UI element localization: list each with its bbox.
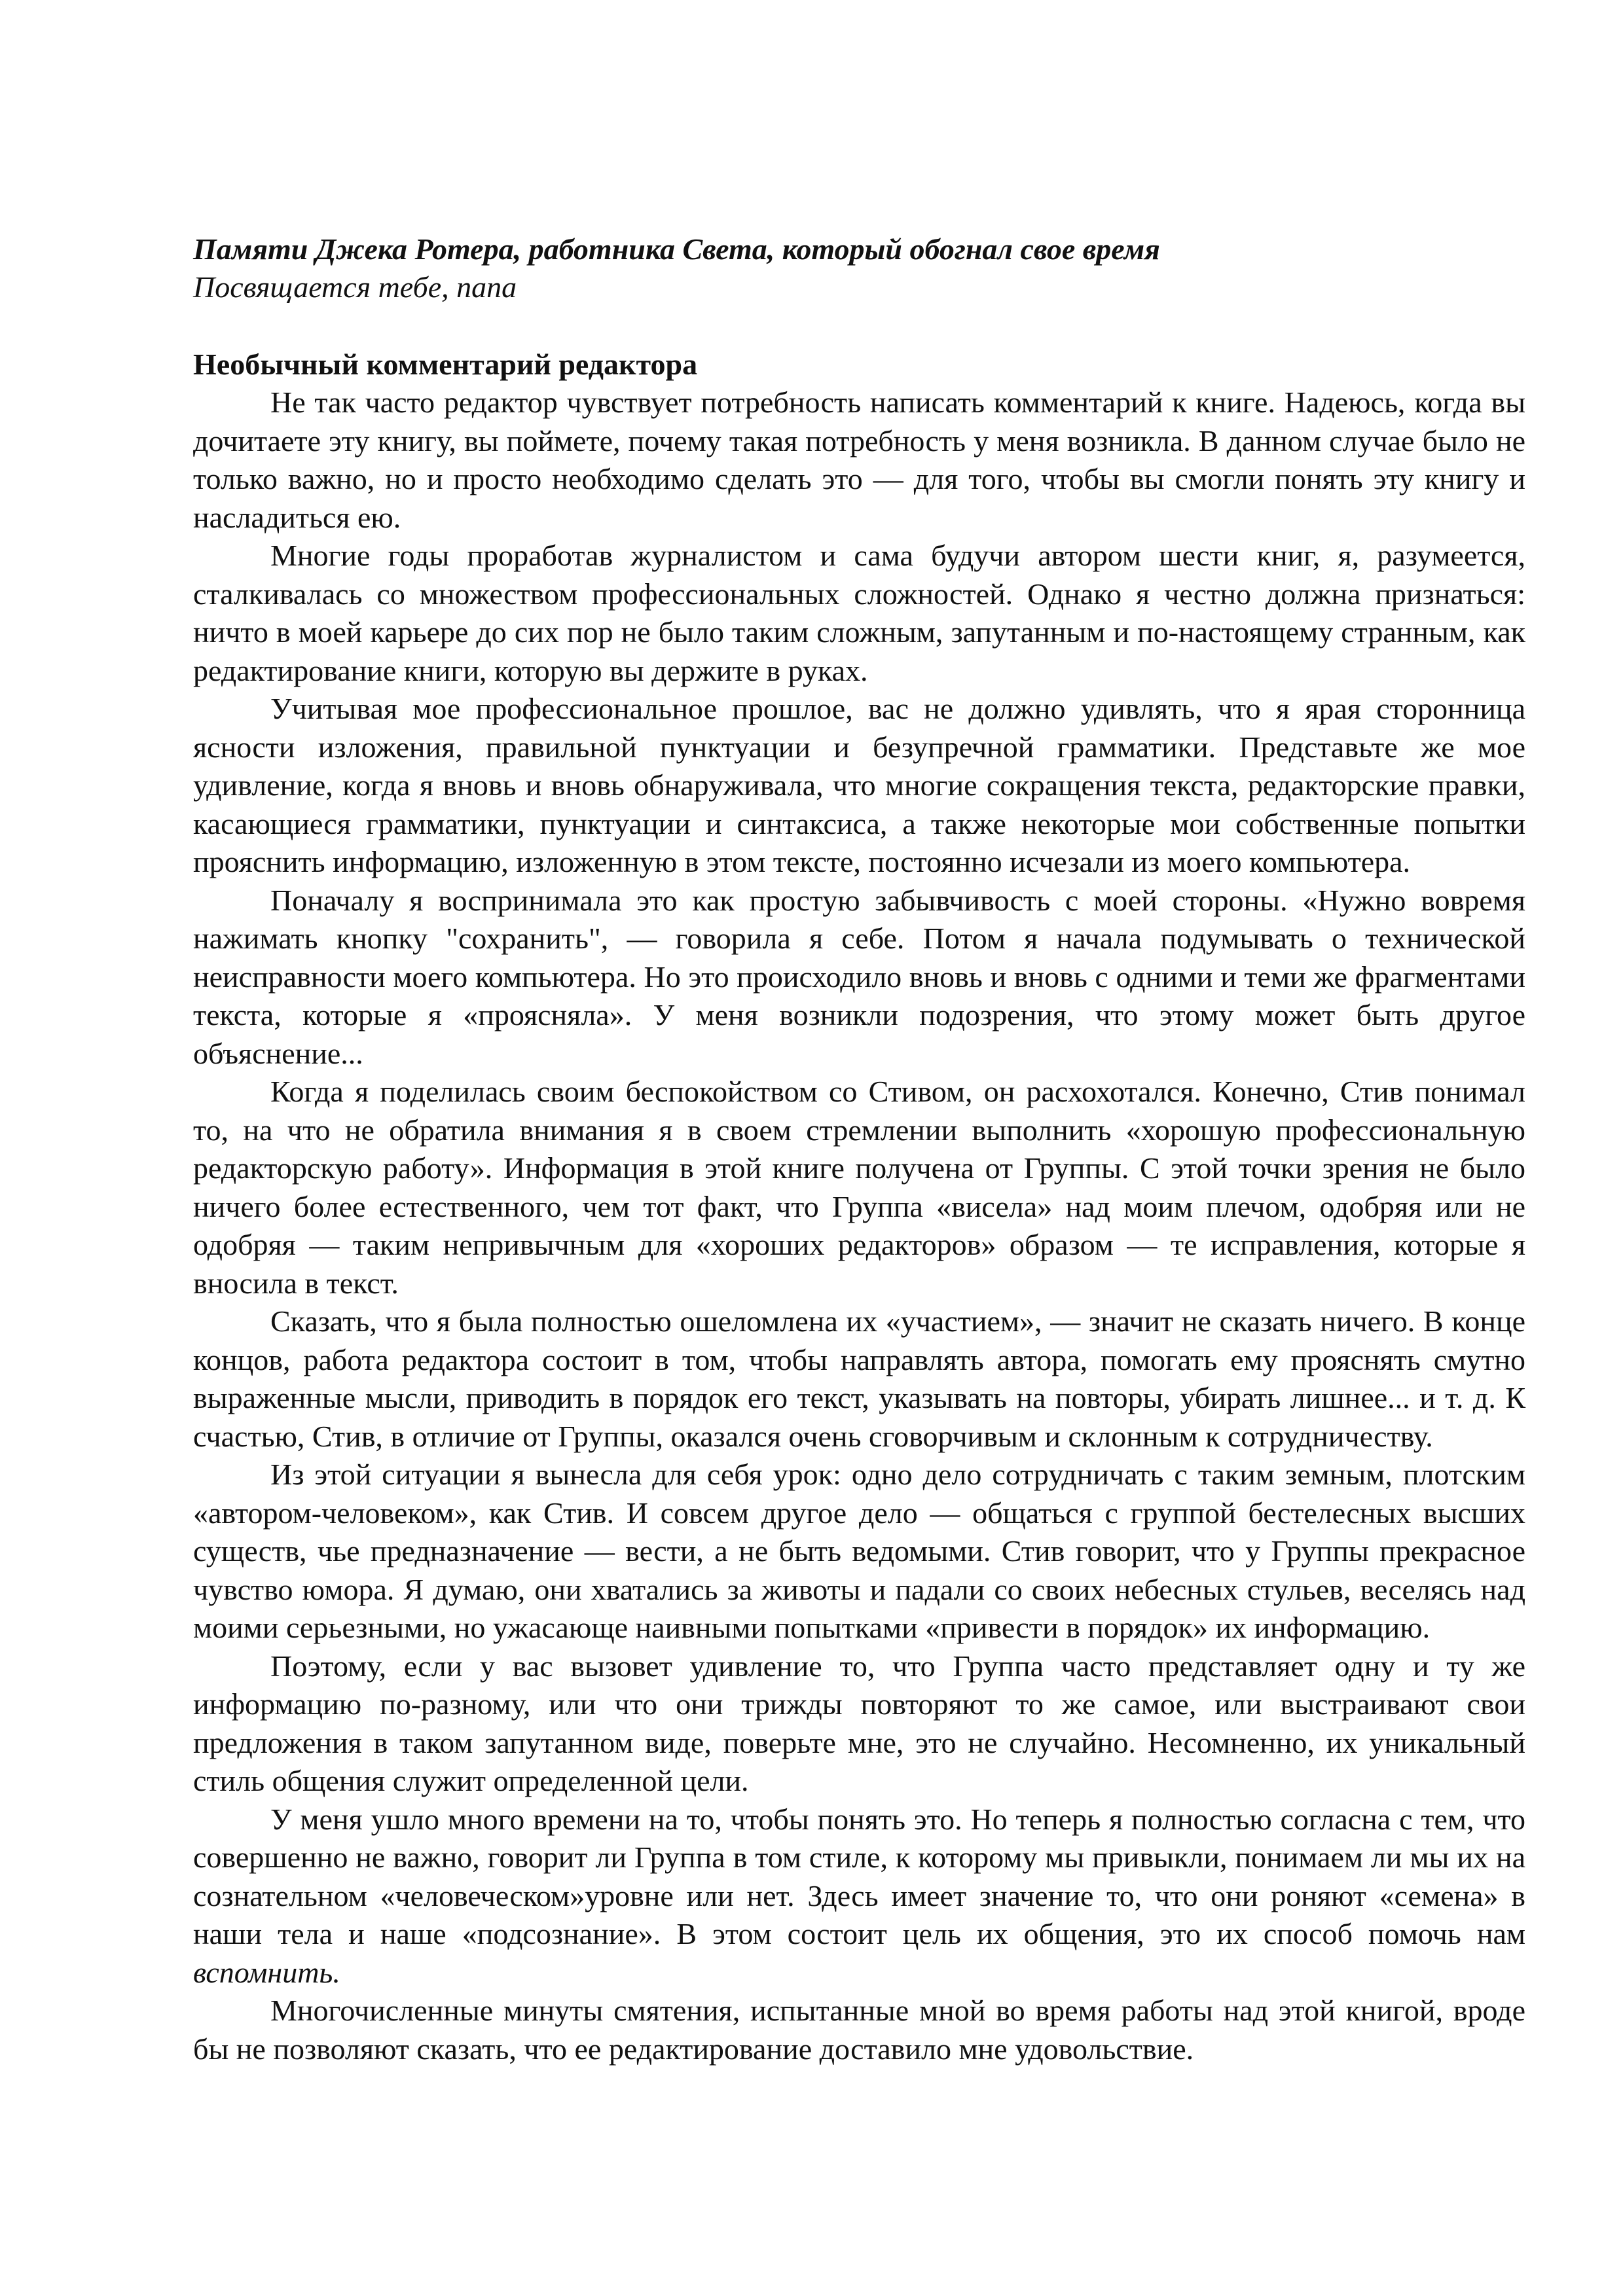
- paragraph-1: Не так часто редактор чувствует потребность написать комментарий к книге. Надеюсь, когда вы дочитаете эту книгу, вы поймете, почему такая потребность у меня возникла. В данном случае было не только важно, но и просто необходимо сделать это — для того, чтобы вы смогли понять эту книгу и насладиться ею.: [193, 386, 1525, 534]
- paragraph-9-emphasis: вспомнить.: [193, 1955, 340, 1989]
- dedication-subline: Посвящается тебе, папа: [193, 270, 517, 304]
- dedication-line: Памяти Джека Ротера, работника Света, который обогнал свое время: [193, 232, 1160, 266]
- page-content: [193, 230, 1525, 2068]
- paragraph-10: Многочисленные минуты смятения, испытанные мной во время работы над этой книгой, вроде бы не позволяют сказать, что ее редактирование доставило мне удовольствие.: [193, 1994, 1525, 2066]
- paragraph-6: Сказать, что я была полностью ошеломлена их «участием», — значит не сказать ничего. В конце концов, работа редактора состоит в том, чтобы направлять автора, помогать ему прояснять смутно выраженные мысли, приводить в порядок его текст, указывать на повторы, убирать лишнее... и т. д. К счастью, Стив, в отличие от Группы, оказался очень сговорчивым и склонным к сотрудничеству.: [193, 1304, 1525, 1453]
- paragraph-2: Многие годы проработав журналистом и сама будучи автором шести книг, я, разумеется, сталкивалась со множеством профессиональных сложностей. Однако я честно должна признаться: ничто в моей карьере до сих пор не было таким сложным, запутанным и по-настоящему странным, как редактирование книги, которую вы держите в руках.: [193, 539, 1525, 687]
- section-spacer: [193, 306, 1525, 346]
- paragraph-9: [193, 1801, 1525, 1992]
- paragraph-7: Из этой ситуации я вынесла для себя урок: одно дело сотрудничать с таким земным, плотским «автором-человеком», как Стив. И совсем другое дело — общаться с группой бестелесных высших существ, чье предназначение — вести, а не быть ведомыми. Стив говорит, что у Группы прекрасное чувство юмора. Я думаю, они хватались за животы и падали со своих небесных стульев, веселясь над моими серьезными, но ужасающе наивными попытками «привести в порядок» их информацию.: [193, 1458, 1525, 1644]
- paragraph-4: Поначалу я воспринимала это как простую забывчивость с моей стороны. «Нужно вовремя нажимать кнопку "сохранить", — говорила я себе. Потом я начала подумывать о технической неисправности моего компьютера. Но это происходило вновь и вновь с одними и теми же фрагментами текста, которые я «проясняла». У меня возникли подозрения, что этому может быть другое объяснение...: [193, 883, 1525, 1070]
- paragraph-5: Когда я поделилась своим беспокойством со Стивом, он расхохотался. Конечно, Стив понимал то, на что не обратила внимания я в своем стремлении выполнить «хорошую профессиональную редакторскую работу». Информация в этой книге получена от Группы. С этой точки зрения не было ничего более естественного, чем тот факт, что Группа «висела» над моим плечом, одобряя или не одобряя — таким непривычным для «хороших редакторов» образом — те исправления, которые я вносила в текст.: [193, 1075, 1525, 1300]
- paragraph-8: Поэтому, если у вас вызовет удивление то, что Группа часто представляет одну и ту же информацию по-разному, или что они трижды повторяют то же самое, или выстраивают свои предложения в таком запутанном виде, поверьте мне, это не случайно. Несомненно, их уникальный стиль общения служит определенной цели.: [193, 1649, 1525, 1797]
- paragraph-9-text: У меня ушло много времени на то, чтобы понять это. Но теперь я полностью согласна с тем, что совершенно не важно, говорит ли Группа в том стиле, к которому мы привыкли, понимаем ли мы их на сознательном «человеческом»уровне или нет. Здесь имеет значение то, что они роняют «семена» в наши тела и наше «подсознание». В этом состоит цель их общения, это их способ помочь нам: [193, 1802, 1525, 1950]
- paragraph-3: Учитывая мое профессиональное прошлое, вас не должно удивлять, что я ярая сторонница ясности изложения, правильной пунктуации и безупречной грамматики. Представьте же мое удивление, когда я вновь и вновь обнаруживала, что многие сокращения текста, редакторские правки, касающиеся грамматики, пунктуации и синтаксиса, а также некоторые мои собственные попытки прояснить информацию, изложенную в этом тексте, постоянно исчезали из моего компьютера.: [193, 692, 1525, 878]
- section-title: Необычный комментарий редактора: [193, 348, 698, 381]
